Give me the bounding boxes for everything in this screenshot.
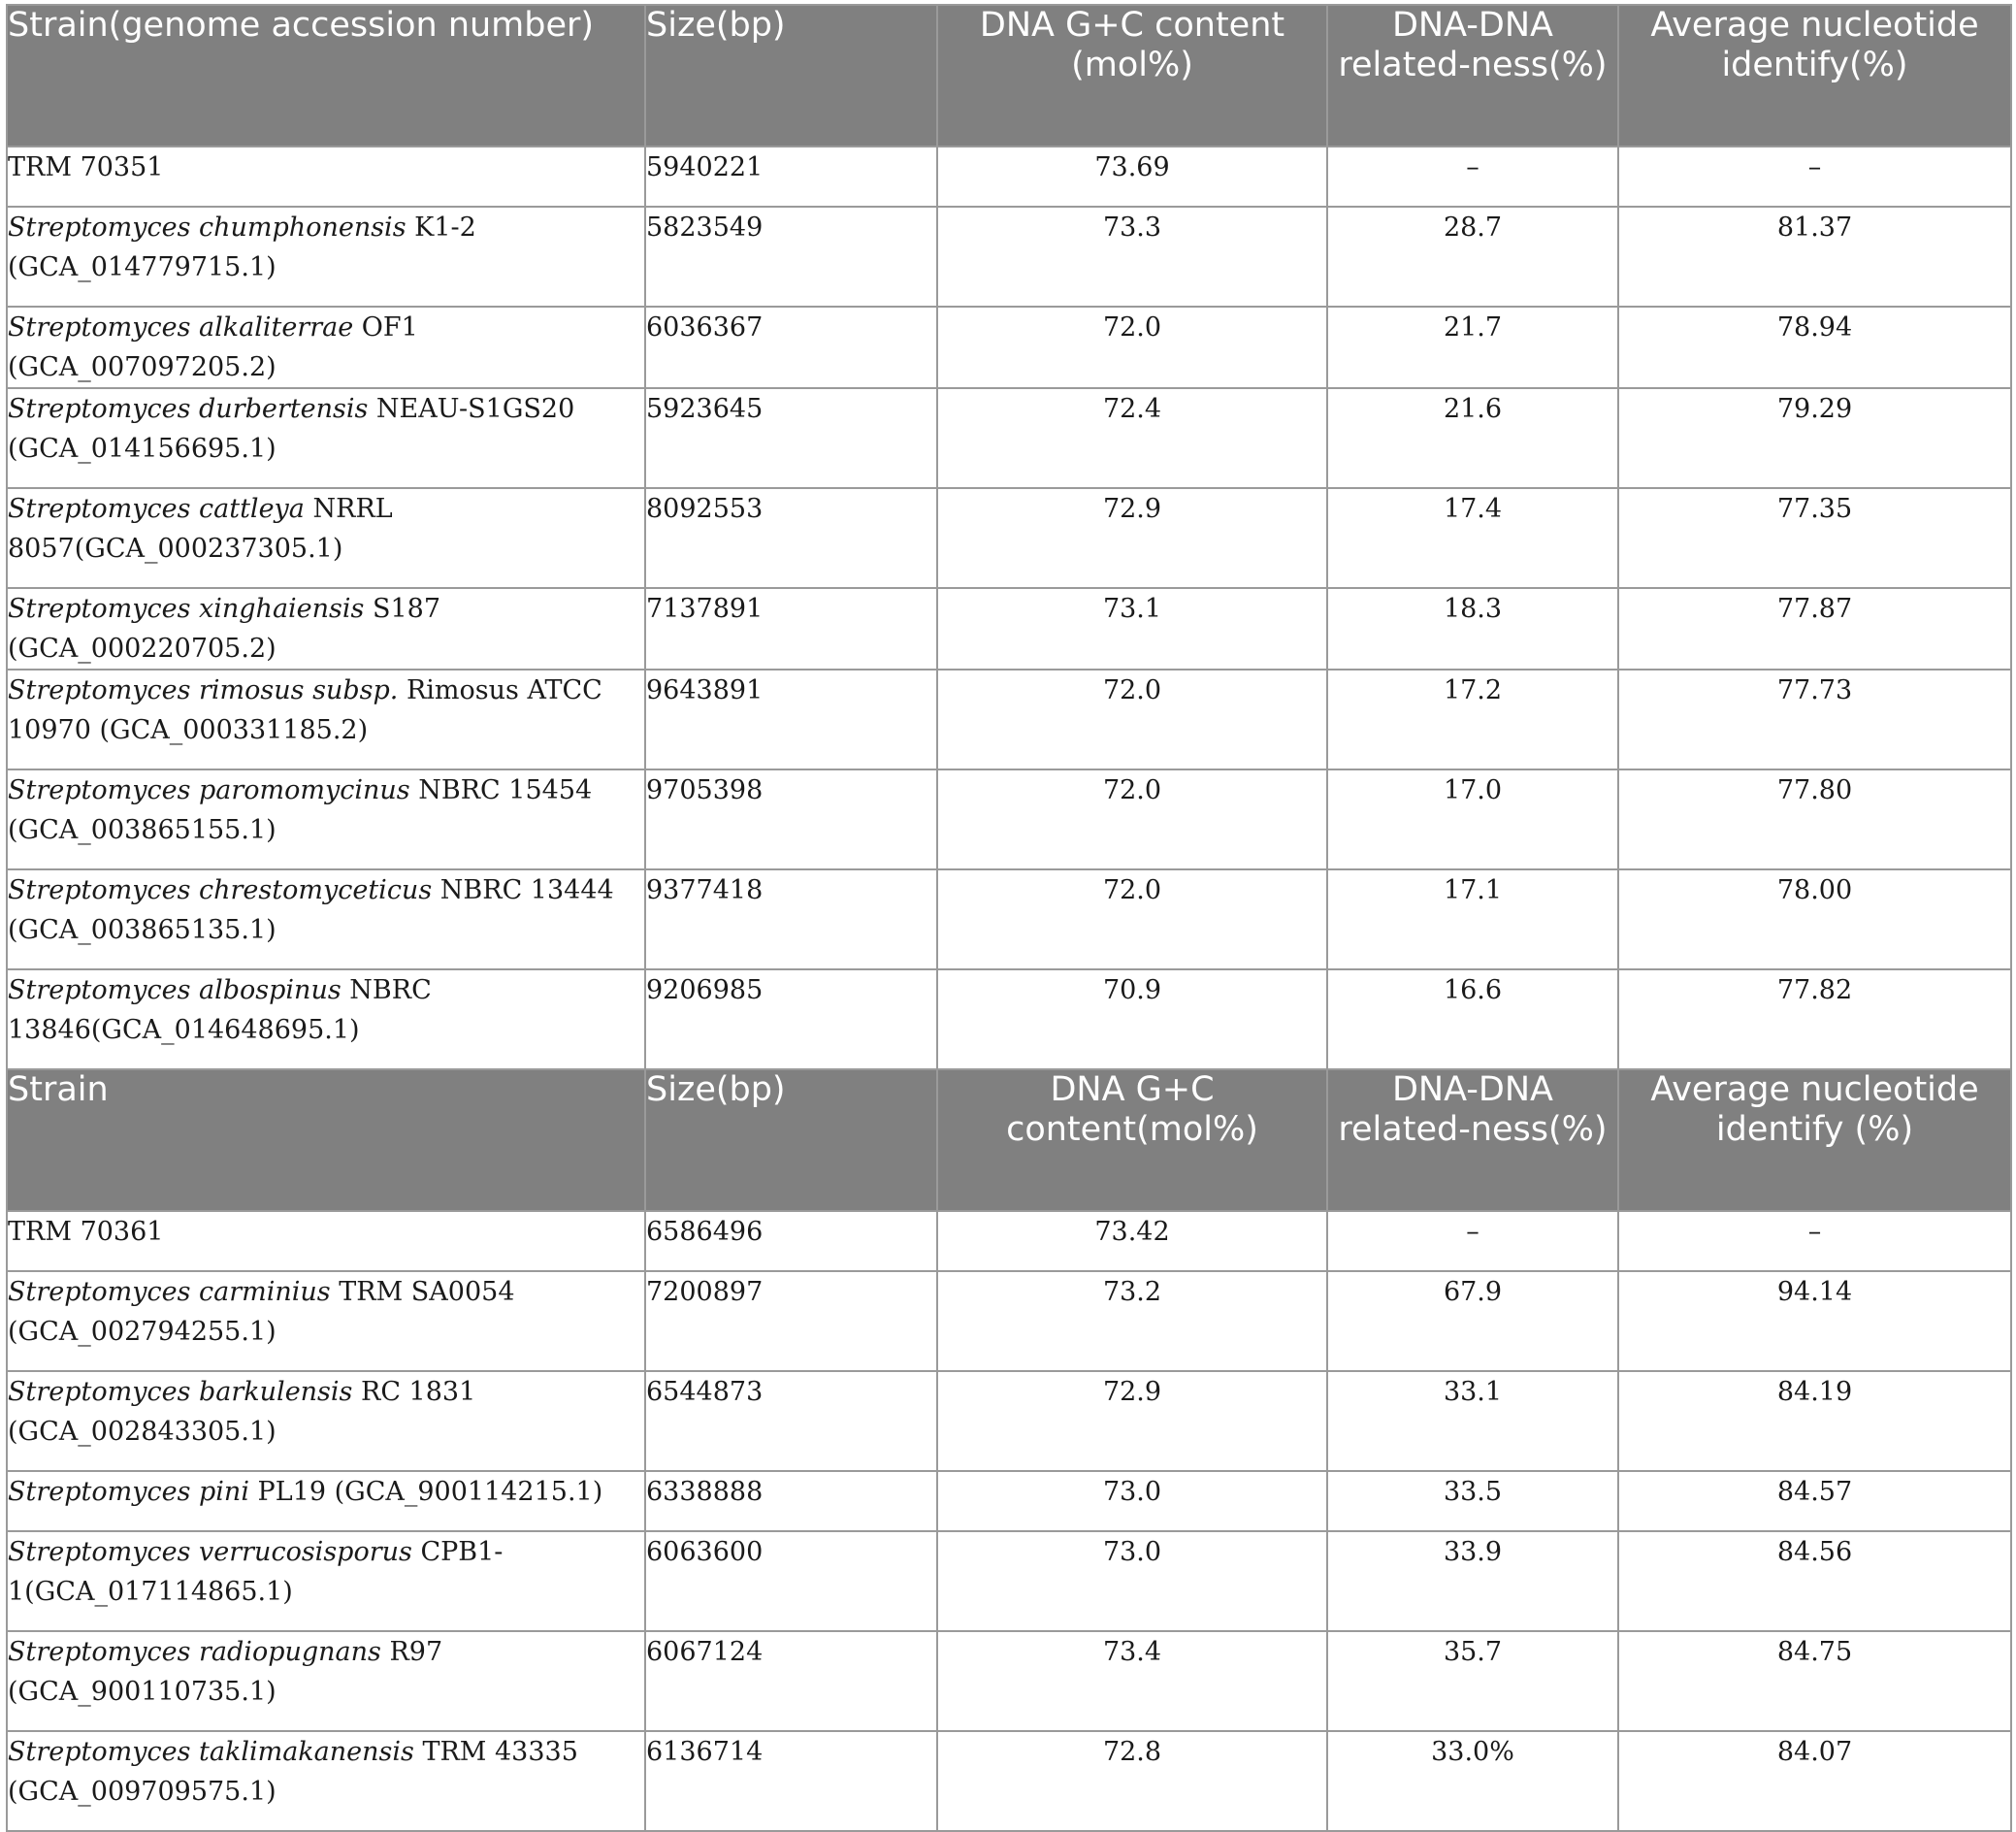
table-row xyxy=(7,207,2011,307)
species-name: Streptomyces cattleya xyxy=(8,494,305,524)
gc-cell: 73.1 xyxy=(937,588,1327,670)
strain-cell xyxy=(7,1731,645,1831)
genome-comparison-table xyxy=(6,4,2012,1832)
ani-cell: 78.94 xyxy=(1618,307,2011,388)
size-cell: 6586496 xyxy=(645,1211,937,1271)
species-name: Streptomyces xinghaiensis xyxy=(8,594,365,624)
strain-detail: Rimosus ATCC 10970 (GCA_000331185.2) xyxy=(8,675,602,745)
dna-cell: 33.1 xyxy=(1327,1371,1618,1471)
ani-cell: 84.56 xyxy=(1618,1531,2011,1631)
strain-detail: OF1 (GCA_007097205.2) xyxy=(8,312,418,382)
ani-cell: 77.80 xyxy=(1618,769,2011,869)
gc-cell: 73.69 xyxy=(937,147,1327,207)
gc-cell: 73.0 xyxy=(937,1471,1327,1531)
species-name: Streptomyces chrestomyceticus xyxy=(8,875,433,905)
table-row xyxy=(7,670,2011,769)
dna-cell: 28.7 xyxy=(1327,207,1618,307)
header-size: Size(bp) xyxy=(645,1069,937,1211)
ani-cell: – xyxy=(1618,1211,2011,1271)
table-row xyxy=(7,1471,2011,1531)
size-cell: 7137891 xyxy=(645,588,937,670)
dna-cell: 33.9 xyxy=(1327,1531,1618,1631)
dna-cell: 21.7 xyxy=(1327,307,1618,388)
header-dna-relatedness: DNA-DNA related-ness(%) xyxy=(1327,1069,1618,1211)
size-cell: 6067124 xyxy=(645,1631,937,1731)
species-name: Streptomyces alkaliterrae xyxy=(8,312,354,343)
strain-detail: NEAU-S1GS20 (GCA_014156695.1) xyxy=(8,394,575,464)
ani-cell: 77.35 xyxy=(1618,488,2011,588)
ani-cell: 77.82 xyxy=(1618,969,2011,1069)
dna-cell: 67.9 xyxy=(1327,1271,1618,1371)
dna-cell: 17.1 xyxy=(1327,869,1618,969)
table-row xyxy=(7,969,2011,1069)
section1-header-row xyxy=(7,5,2011,147)
gc-cell: 72.0 xyxy=(937,670,1327,769)
species-name: Streptomyces chumphonensis xyxy=(8,213,406,243)
size-cell: 5923645 xyxy=(645,388,937,488)
strain-cell xyxy=(7,1631,645,1731)
section2-header-row xyxy=(7,1069,2011,1211)
dna-cell: 21.6 xyxy=(1327,388,1618,488)
species-name: Streptomyces rimosus subsp. xyxy=(8,675,399,705)
ani-cell: 77.73 xyxy=(1618,670,2011,769)
strain-detail: CPB1-1(GCA_017114865.1) xyxy=(8,1537,504,1607)
species-name: Streptomyces verrucosisporus xyxy=(8,1537,412,1567)
gc-cell: 73.42 xyxy=(937,1211,1327,1271)
table-row xyxy=(7,1271,2011,1371)
gc-cell: 72.9 xyxy=(937,488,1327,588)
ani-cell: 77.87 xyxy=(1618,588,2011,670)
species-name: Streptomyces taklimakanensis xyxy=(8,1737,414,1767)
dna-cell: – xyxy=(1327,1211,1618,1271)
header-dna-relatedness: DNA-DNA related-ness(%) xyxy=(1327,5,1618,147)
size-cell: 9206985 xyxy=(645,969,937,1069)
size-cell: 6544873 xyxy=(645,1371,937,1471)
size-cell: 8092553 xyxy=(645,488,937,588)
header-size: Size(bp) xyxy=(645,5,937,147)
table-row xyxy=(7,869,2011,969)
header-ani: Average nucleotide identify(%) xyxy=(1618,5,2011,147)
ani-cell: 84.57 xyxy=(1618,1471,2011,1531)
table-row xyxy=(7,1531,2011,1631)
strain-cell xyxy=(7,1271,645,1371)
table-row xyxy=(7,1631,2011,1731)
size-cell: 5823549 xyxy=(645,207,937,307)
gc-cell: 72.0 xyxy=(937,869,1327,969)
size-cell: 9377418 xyxy=(645,869,937,969)
dna-cell: 17.4 xyxy=(1327,488,1618,588)
strain-detail: NBRC 13846(GCA_014648695.1) xyxy=(8,975,432,1045)
ani-cell: 78.00 xyxy=(1618,869,2011,969)
species-name: Streptomyces pini xyxy=(8,1477,249,1507)
strain-detail: NBRC 13444 (GCA_003865135.1) xyxy=(8,875,614,945)
dna-cell: 33.5 xyxy=(1327,1471,1618,1531)
strain-cell xyxy=(7,147,645,207)
dna-cell: 17.2 xyxy=(1327,670,1618,769)
header-gc-content: DNA G+C content(mol%) xyxy=(937,1069,1327,1211)
table-row xyxy=(7,307,2011,388)
ani-cell: 84.75 xyxy=(1618,1631,2011,1731)
strain-detail: NBRC 15454 (GCA_003865155.1) xyxy=(8,775,593,845)
table-row xyxy=(7,1211,2011,1271)
gc-cell: 72.9 xyxy=(937,1371,1327,1471)
gc-cell: 73.0 xyxy=(937,1531,1327,1631)
gc-cell: 70.9 xyxy=(937,969,1327,1069)
strain-cell xyxy=(7,588,645,670)
strain-detail: TRM 43335 (GCA_009709575.1) xyxy=(8,1737,578,1807)
header-ani: Average nucleotide identify (%) xyxy=(1618,1069,2011,1211)
strain-cell xyxy=(7,307,645,388)
ani-cell: 94.14 xyxy=(1618,1271,2011,1371)
gc-cell: 73.3 xyxy=(937,207,1327,307)
strain-detail: PL19 (GCA_900114215.1) xyxy=(248,1477,603,1507)
gc-cell: 73.4 xyxy=(937,1631,1327,1731)
header-strain: Strain xyxy=(7,1069,645,1211)
strain-cell xyxy=(7,1471,645,1531)
gc-cell: 72.8 xyxy=(937,1731,1327,1831)
table-row xyxy=(7,1371,2011,1471)
dna-cell: 17.0 xyxy=(1327,769,1618,869)
species-name: Streptomyces durbertensis xyxy=(8,394,369,424)
species-name: Streptomyces barkulensis xyxy=(8,1377,353,1407)
table-row xyxy=(7,1731,2011,1831)
species-name: Streptomyces albospinus xyxy=(8,975,341,1005)
size-cell: 6063600 xyxy=(645,1531,937,1631)
strain-cell xyxy=(7,869,645,969)
size-cell: 7200897 xyxy=(645,1271,937,1371)
gc-cell: 72.0 xyxy=(937,307,1327,388)
dna-cell: – xyxy=(1327,147,1618,207)
strain-cell xyxy=(7,1531,645,1631)
dna-cell: 16.6 xyxy=(1327,969,1618,1069)
size-cell: 6036367 xyxy=(645,307,937,388)
gc-cell: 72.0 xyxy=(937,769,1327,869)
strain-detail: TRM 70351 xyxy=(8,152,164,182)
strain-detail: NRRL 8057(GCA_000237305.1) xyxy=(8,494,393,564)
size-cell: 6136714 xyxy=(645,1731,937,1831)
strain-detail: K1-2 (GCA_014779715.1) xyxy=(8,213,476,282)
strain-detail: TRM SA0054 (GCA_002794255.1) xyxy=(8,1277,515,1347)
strain-cell xyxy=(7,670,645,769)
strain-cell xyxy=(7,388,645,488)
strain-cell xyxy=(7,969,645,1069)
strain-cell xyxy=(7,1371,645,1471)
table-row xyxy=(7,588,2011,670)
strain-detail: R97 (GCA_900110735.1) xyxy=(8,1637,443,1707)
ani-cell: 84.19 xyxy=(1618,1371,2011,1471)
table-row xyxy=(7,769,2011,869)
header-strain: Strain(genome accession number) xyxy=(7,5,645,147)
ani-cell: – xyxy=(1618,147,2011,207)
strain-detail: TRM 70361 xyxy=(8,1217,164,1247)
strain-cell xyxy=(7,207,645,307)
strain-detail: S187 (GCA_000220705.2) xyxy=(8,594,441,664)
table-row xyxy=(7,388,2011,488)
size-cell: 9643891 xyxy=(645,670,937,769)
gc-cell: 73.2 xyxy=(937,1271,1327,1371)
species-name: Streptomyces radiopugnans xyxy=(8,1637,381,1667)
ani-cell: 81.37 xyxy=(1618,207,2011,307)
size-cell: 5940221 xyxy=(645,147,937,207)
table-row xyxy=(7,147,2011,207)
table-row xyxy=(7,488,2011,588)
strain-detail: RC 1831 (GCA_002843305.1) xyxy=(8,1377,476,1447)
species-name: Streptomyces paromomycinus xyxy=(8,775,410,805)
species-name: Streptomyces carminius xyxy=(8,1277,331,1307)
dna-cell: 35.7 xyxy=(1327,1631,1618,1731)
strain-cell xyxy=(7,488,645,588)
strain-cell xyxy=(7,1211,645,1271)
ani-cell: 79.29 xyxy=(1618,388,2011,488)
size-cell: 6338888 xyxy=(645,1471,937,1531)
size-cell: 9705398 xyxy=(645,769,937,869)
dna-cell: 18.3 xyxy=(1327,588,1618,670)
strain-cell xyxy=(7,769,645,869)
dna-cell: 33.0% xyxy=(1327,1731,1618,1831)
ani-cell: 84.07 xyxy=(1618,1731,2011,1831)
header-gc-content: DNA G+C content (mol%) xyxy=(937,5,1327,147)
gc-cell: 72.4 xyxy=(937,388,1327,488)
